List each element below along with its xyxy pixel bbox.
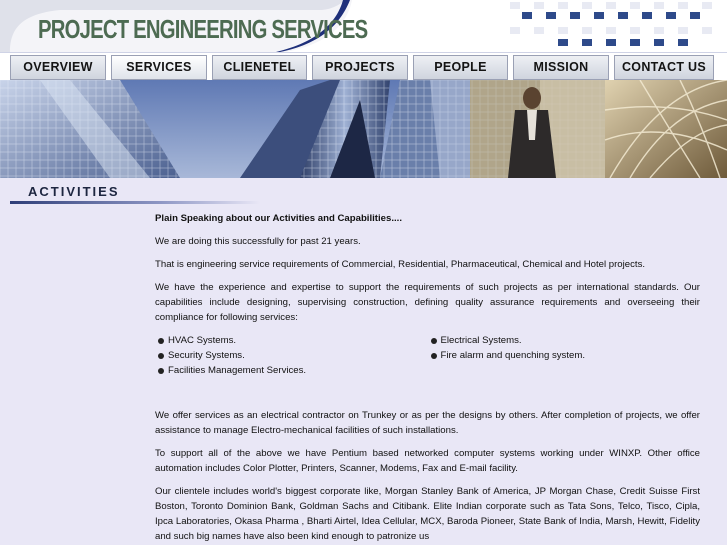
decorative-square	[534, 27, 544, 34]
nav-tab-overview[interactable]: OVERVIEW	[10, 55, 106, 80]
paragraph-experience-years: We are doing this successfully for past 21 years.	[155, 236, 361, 247]
decorative-square	[558, 27, 568, 34]
decorative-square	[630, 27, 640, 34]
paragraph-capabilities: We have the experience and expertise to support the requirements of such projects as per international standards. Our capabilities include designing, supervising construction, defining quality assurance requirements and overseeing their compliance for following services:	[155, 282, 700, 323]
site-header	[0, 0, 727, 52]
decorative-square	[630, 2, 640, 9]
decorative-square	[678, 39, 688, 46]
decorative-square	[654, 27, 664, 34]
heading-divider	[10, 201, 260, 204]
paragraph-clientele: Our clientele includes world's biggest corporate like, Morgan Stanley Bank of America, JP Morgan Chase, Credit Suisse First Boston, Toronto Dominion Bank, Goldman Sachs and Citibank. Elite Indian corporate such as Tata Sons, Telco, Tisco, Cipla, Ipca Laboratories, Okasa Pharma , Bharti Airtel, Idea Cellular, MCX, Baroda Pioneer, State Bank of India, Marsh, Hewitt, Fidelity and such big names have also been kind enough to patronize us	[155, 486, 700, 542]
decorative-square	[558, 2, 568, 9]
section-heading: ACTIVITIES	[28, 184, 120, 199]
services-list-right	[428, 333, 701, 378]
decorative-square	[522, 12, 532, 19]
decorative-square	[690, 12, 700, 19]
decorative-square	[558, 39, 568, 46]
list-item: Security Systems.	[155, 348, 428, 363]
paragraph-computer-systems: To support all of the above we have Pentium based networked computer systems working under WINXP. Other office automation includes Color Plotter, Printers, Scanner, Modems, Fax and E-mail facility.	[155, 448, 700, 474]
list-item: Fire alarm and quenching system.	[428, 348, 701, 363]
main-content	[155, 211, 700, 545]
round-bullet-icon	[158, 353, 164, 359]
decorative-square	[654, 39, 664, 46]
decorative-square	[510, 27, 520, 34]
nav-tab-people[interactable]: PEOPLE	[413, 55, 508, 80]
decorative-square	[570, 12, 580, 19]
decorative-square	[510, 2, 520, 9]
list-item: Facilities Management Services.	[155, 363, 428, 378]
decorative-square	[702, 27, 712, 34]
site-title: PROJECT ENGINEERING SERVICES	[38, 14, 368, 44]
decorative-square	[618, 12, 628, 19]
decorative-square	[630, 39, 640, 46]
nav-tab-contact-us[interactable]: CONTACT US	[614, 55, 714, 80]
decorative-square	[546, 12, 556, 19]
round-bullet-icon	[158, 368, 164, 374]
decorative-square	[654, 2, 664, 9]
round-bullet-icon	[158, 338, 164, 344]
services-list	[155, 333, 700, 378]
decorative-square	[606, 39, 616, 46]
main-nav	[0, 52, 727, 80]
decorative-square	[702, 2, 712, 9]
decorative-square	[678, 2, 688, 9]
nav-tab-services[interactable]: SERVICES	[111, 55, 207, 80]
nav-tab-mission[interactable]: MISSION	[513, 55, 609, 80]
list-item: HVAC Systems.	[155, 333, 428, 348]
nav-tab-projects[interactable]: PROJECTS	[312, 55, 408, 80]
decorative-square	[678, 27, 688, 34]
banner-image	[0, 80, 727, 178]
spacer	[155, 382, 700, 408]
decorative-square	[582, 39, 592, 46]
decorative-square	[606, 27, 616, 34]
decorative-square	[582, 2, 592, 9]
services-list-left	[155, 333, 428, 378]
round-bullet-icon	[431, 338, 437, 344]
city-skyline-photo-icon	[0, 80, 727, 178]
decorative-square	[642, 12, 652, 19]
decorative-square	[594, 12, 604, 19]
decorative-square-pattern	[470, 0, 727, 52]
paragraph-service-scope: That is engineering service requirements of Commercial, Residential, Pharmaceutical, Chemical and Hotel projects.	[155, 259, 646, 270]
intro-heading: Plain Speaking about our Activities and Capabilities....	[155, 213, 403, 224]
decorative-square	[606, 2, 616, 9]
decorative-square	[534, 2, 544, 9]
round-bullet-icon	[431, 353, 437, 359]
paragraph-contractor-services: We offer services as an electrical contractor on Trunkey or as per the designs by others. After completion of projects, we offer assistance to manage Electro-mechanical facilities of such installations.	[155, 410, 700, 436]
list-item: Electrical Systems.	[428, 333, 701, 348]
nav-tab-clienetel[interactable]: CLIENETEL	[212, 55, 307, 80]
decorative-square	[582, 27, 592, 34]
decorative-square	[666, 12, 676, 19]
